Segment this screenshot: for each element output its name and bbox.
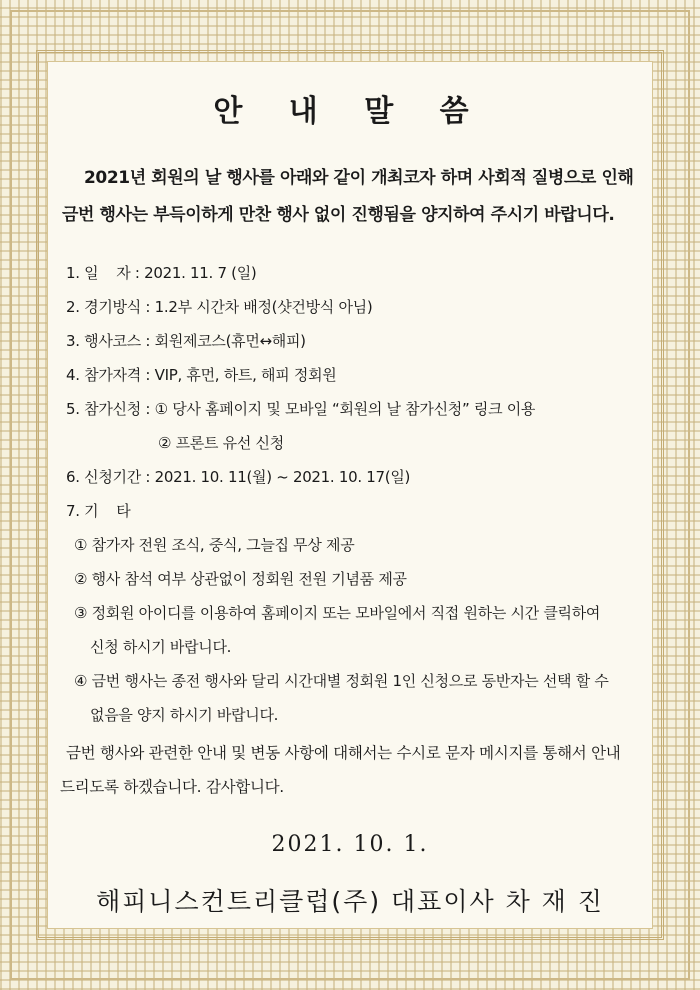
detail-application-sub: ② 프론트 유선 신청 <box>158 434 284 452</box>
intro-paragraph <box>62 160 642 234</box>
notice-date: 2021. 10. 1. <box>271 832 429 857</box>
detail-date: 1. 일 자 : 2021. 11. 7 (일) <box>66 264 257 282</box>
detail-etc-heading: 7. 기 타 <box>66 502 131 520</box>
etc-item: ③ 정회원 아이디를 이용하여 홈페이지 또는 모바일에서 직접 원하는 시간 클릭하여 <box>74 604 601 622</box>
detail-eligibility: 4. 참가자격 : VIP, 휴먼, 하트, 해피 정회원 <box>66 366 337 384</box>
page-title: 안 내 말 씀 <box>213 94 487 129</box>
closing-line: 금번 행사와 관련한 안내 및 변동 사항에 대해서는 수시로 문자 메시지를 통해서 안내 <box>66 744 621 762</box>
detail-method: 2. 경기방식 : 1.2부 시간차 배정(샷건방식 아님) <box>66 298 373 316</box>
detail-course: 3. 행사코스 : 회원제코스(휴먼↔해피) <box>66 332 306 350</box>
etc-item: ① 참가자 전원 조식, 중식, 그늘집 무상 제공 <box>74 536 355 554</box>
closing-paragraph <box>60 736 642 804</box>
detail-application: 5. 참가신청 : ① 당사 홈페이지 및 모바일 “회원의 날 참가신청” 링크 이용 <box>66 400 536 418</box>
etc-item-continued: 신청 하시기 바랍니다. <box>90 638 232 656</box>
notice-document <box>48 62 652 928</box>
closing-line: 드리도록 하겠습니다. 감사합니다. <box>60 778 284 796</box>
etc-item-continued: 없음을 양지 하시기 바랍니다. <box>90 706 279 724</box>
etc-item: ④ 금번 행사는 종전 행사와 달리 시간대별 정회원 1인 신청으로 동반자는 선택 할 수 <box>74 672 609 690</box>
detail-period: 6. 신청기간 : 2021. 10. 11(월) ~ 2021. 10. 17(일) <box>66 468 411 486</box>
details-list <box>66 256 642 732</box>
intro-line: 2021년 회원의 날 행사를 아래와 같이 개최코자 하며 사회적 질병으로 인해 <box>84 168 634 188</box>
etc-item: ② 행사 참석 여부 상관없이 정회원 전원 기념품 제공 <box>74 570 407 588</box>
signature-line: 해피니스컨트리클럽(주) 대표이사 차 재 진 <box>96 887 604 916</box>
intro-line: 금번 행사는 부득이하게 만찬 행사 없이 진행됨을 양지하여 주시기 바랍니다. <box>62 205 615 225</box>
